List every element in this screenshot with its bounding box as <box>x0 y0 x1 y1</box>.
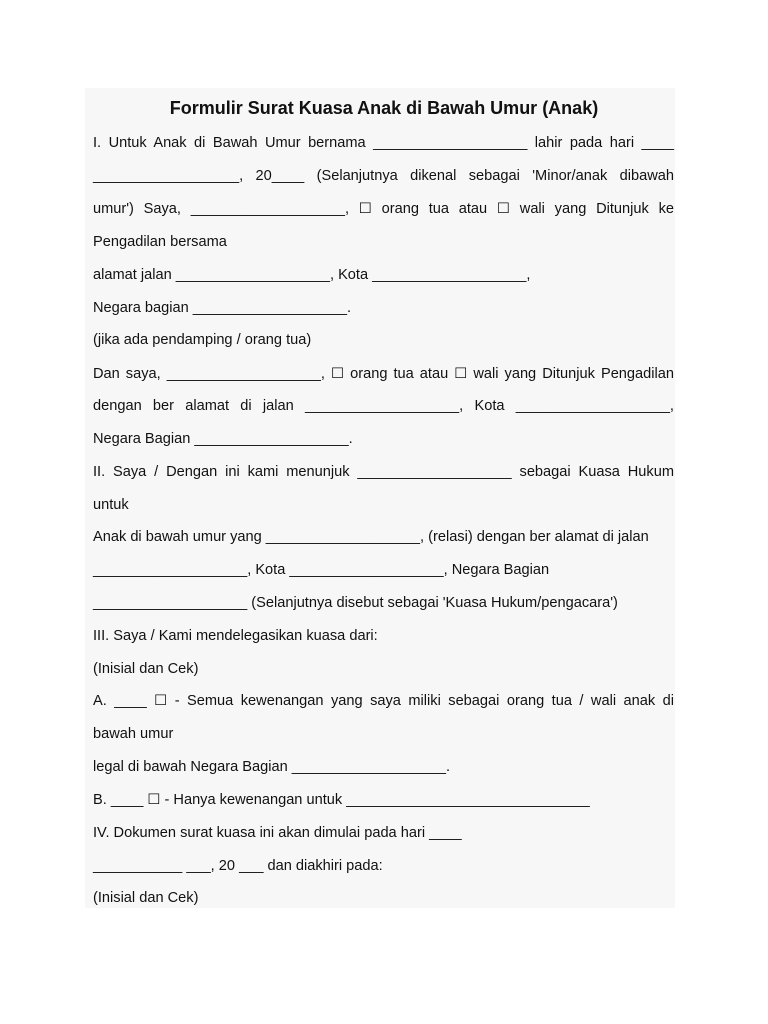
paragraph-line: (Inisial dan Cek) <box>93 890 199 906</box>
paragraph-line: ___________________, Kota ___________________, Negara Bagian <box>93 562 550 578</box>
paragraph-line: umur') Saya, ___________________, ☐ orang tua atau ☐ wali yang Ditunjuk ke <box>93 201 674 217</box>
paragraph-line: (jika ada pendamping / orang tua) <box>93 332 312 348</box>
paragraph-line: __________________, 20____ (Selanjutnya dikenal sebagai 'Minor/anak dibawah <box>93 168 674 184</box>
paragraph-line: ___________________ (Selanjutnya disebut sebagai 'Kuasa Hukum/pengacara') <box>93 595 618 611</box>
paragraph-line: Dan saya, ___________________, ☐ orang tua atau ☐ wali yang Ditunjuk Pengadilan <box>93 366 674 382</box>
paragraph-line: Anak di bawah umur yang ___________________, (relasi) dengan ber alamat di jalan <box>93 529 649 545</box>
paragraph-line: Negara Bagian ___________________. <box>93 431 353 447</box>
document-title: Formulir Surat Kuasa Anak di Bawah Umur (Anak) <box>169 98 599 118</box>
paragraph-line: (Inisial dan Cek) <box>93 661 199 677</box>
paragraph-line: dengan ber alamat di jalan ___________________, Kota ___________________, <box>93 398 674 414</box>
paragraph-line: IV. Dokumen surat kuasa ini akan dimulai pada hari ____ <box>93 825 462 841</box>
paragraph-line: B. ____ ☐ - Hanya kewenangan untuk ______________________________ <box>93 792 590 808</box>
paragraph-line: III. Saya / Kami mendelegasikan kuasa dari: <box>93 628 378 644</box>
paragraph-line: I. Untuk Anak di Bawah Umur bernama ___________________ lahir pada hari ____ <box>93 135 674 151</box>
paragraph-line: bawah umur <box>93 726 174 742</box>
paragraph-line: Pengadilan bersama <box>93 234 227 250</box>
paragraph-line: Negara bagian ___________________. <box>93 300 352 316</box>
paragraph-line: alamat jalan ___________________, Kota ___________________, <box>93 267 531 283</box>
paragraph-line: legal di bawah Negara Bagian ___________________. <box>93 759 451 775</box>
paragraph-line: untuk <box>93 497 129 513</box>
paragraph-line: ___________ ___, 20 ___ dan diakhiri pada: <box>93 858 383 874</box>
paragraph-line: A. ____ ☐ - Semua kewenangan yang saya miliki sebagai orang tua / wali anak di <box>93 693 674 709</box>
paragraph-line: II. Saya / Dengan ini kami menunjuk ___________________ sebagai Kuasa Hukum <box>93 464 674 480</box>
